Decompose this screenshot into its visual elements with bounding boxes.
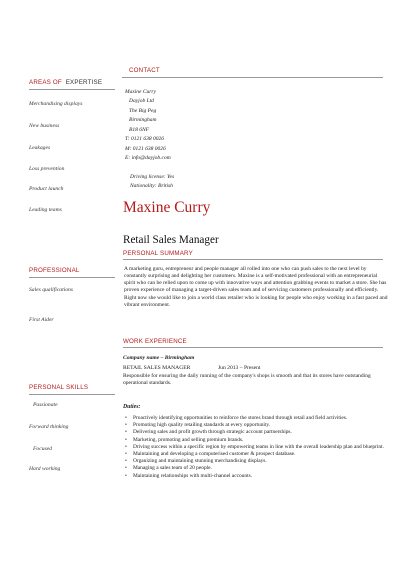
job-title: Retail Sales Manager [123,234,219,246]
contact-rule [122,77,383,78]
duty-item: • Maintaining relationships with multi-channel accounts. [123,473,389,480]
contact-city: Birmingham [129,117,157,123]
duty-item: • Delivering sales and profit growth through strategic account partnerships. [123,429,389,436]
duties-heading: Duties: [123,404,141,410]
duty-item: • Maintaining and developing a computerised customer & prospect database. [123,451,389,458]
professional-heading: PROFESSIONAL [29,267,80,274]
duties-list [123,415,389,480]
duty-item: • Managing a sales team of 20 people. [123,465,389,472]
contact-postcode: B18 6NF [129,127,150,133]
expertise-item: Merchandising displays [29,101,83,107]
contact-heading: CONTACT [129,67,160,74]
professional-rule [29,277,115,278]
contact-driving-license: Driving license: Yes [130,174,175,180]
professional-item: Sales qualifications [29,287,73,293]
work-dates: Jun 2013 – Present [218,365,261,371]
expertise-rule [29,89,115,90]
summary-text: A marketing guru, entrepreneur and people manager all rolled into one who can push sales to the next level by constantly surprising and delighting her customers. Maxine is a self-motivated professional with an entrepreneurial spirit who can be relied upon to come up with innovative ways and attention grabbing events to market a store. She has proven experience of managing a target-driven sales team and of servicing customers professionally and efficiently. Right now she would like to join a world class retailer who is looking for people who enjoy working in a fast paced and vibrant environment. [124,266,388,308]
work-description: Responsible for ensuring the daily running of the company's shops is smooth and that its stores have outstanding operational standards. [123,373,371,387]
duty-item: • Proactively identifying opportunities to reinforce the stores brand through retail and field activities. [123,415,389,422]
work-company: Company name – Birmingham [123,355,195,361]
expertise-item: Leakages [29,145,51,151]
expertise-item: Leading teams [29,207,62,213]
candidate-name: Maxine Curry [123,199,211,216]
expertise-item: Loss prevention [29,166,65,172]
contact-name: Maxine Curry [125,89,157,95]
work-rule [123,347,383,348]
contact-mobile: M: 0121 638 0026 [125,146,166,152]
duty-item: • Marketing, promoting and selling premium brands. [123,437,389,444]
contact-address-1: The Big Peg [129,108,157,114]
contact-nationality: Nationality: British [130,183,173,189]
contact-telephone: T: 0121 638 0026 [125,136,164,142]
professional-item: First Aider [29,317,54,323]
duty-item: • Promoting high quality retailing standards at every opportunity. [123,422,389,429]
work-heading: WORK EXPERIENCE [123,338,187,345]
expertise-item: New business [29,123,60,129]
skill-item: Focused [33,446,52,452]
skill-item: Forward thinking [29,424,69,430]
duty-item: • Organizing and maintaining stunning merchandising displays. [123,458,389,465]
skills-rule [29,394,115,395]
expertise-heading-part2: EXPERTISE [65,79,103,86]
summary-rule [123,259,383,260]
skill-item: Passionate [33,402,58,408]
work-role: RETAIL SALES MANAGER [123,365,191,371]
contact-email[interactable]: E: info@dayjob.com [125,155,171,161]
expertise-heading-part1: AREAS OF [29,79,62,86]
skill-item: Hard working [29,466,61,472]
expertise-item: Product launch [29,186,64,192]
summary-heading: PERSONAL SUMMARY [123,250,193,257]
skills-heading: PERSONAL SKILLS [29,384,89,391]
duty-item: • Driving success within a specific region by empowering teams in line with the overall leadership plan and blueprint. [123,444,389,451]
contact-company: Dayjob Ltd [129,98,154,104]
expertise-heading [29,79,102,86]
